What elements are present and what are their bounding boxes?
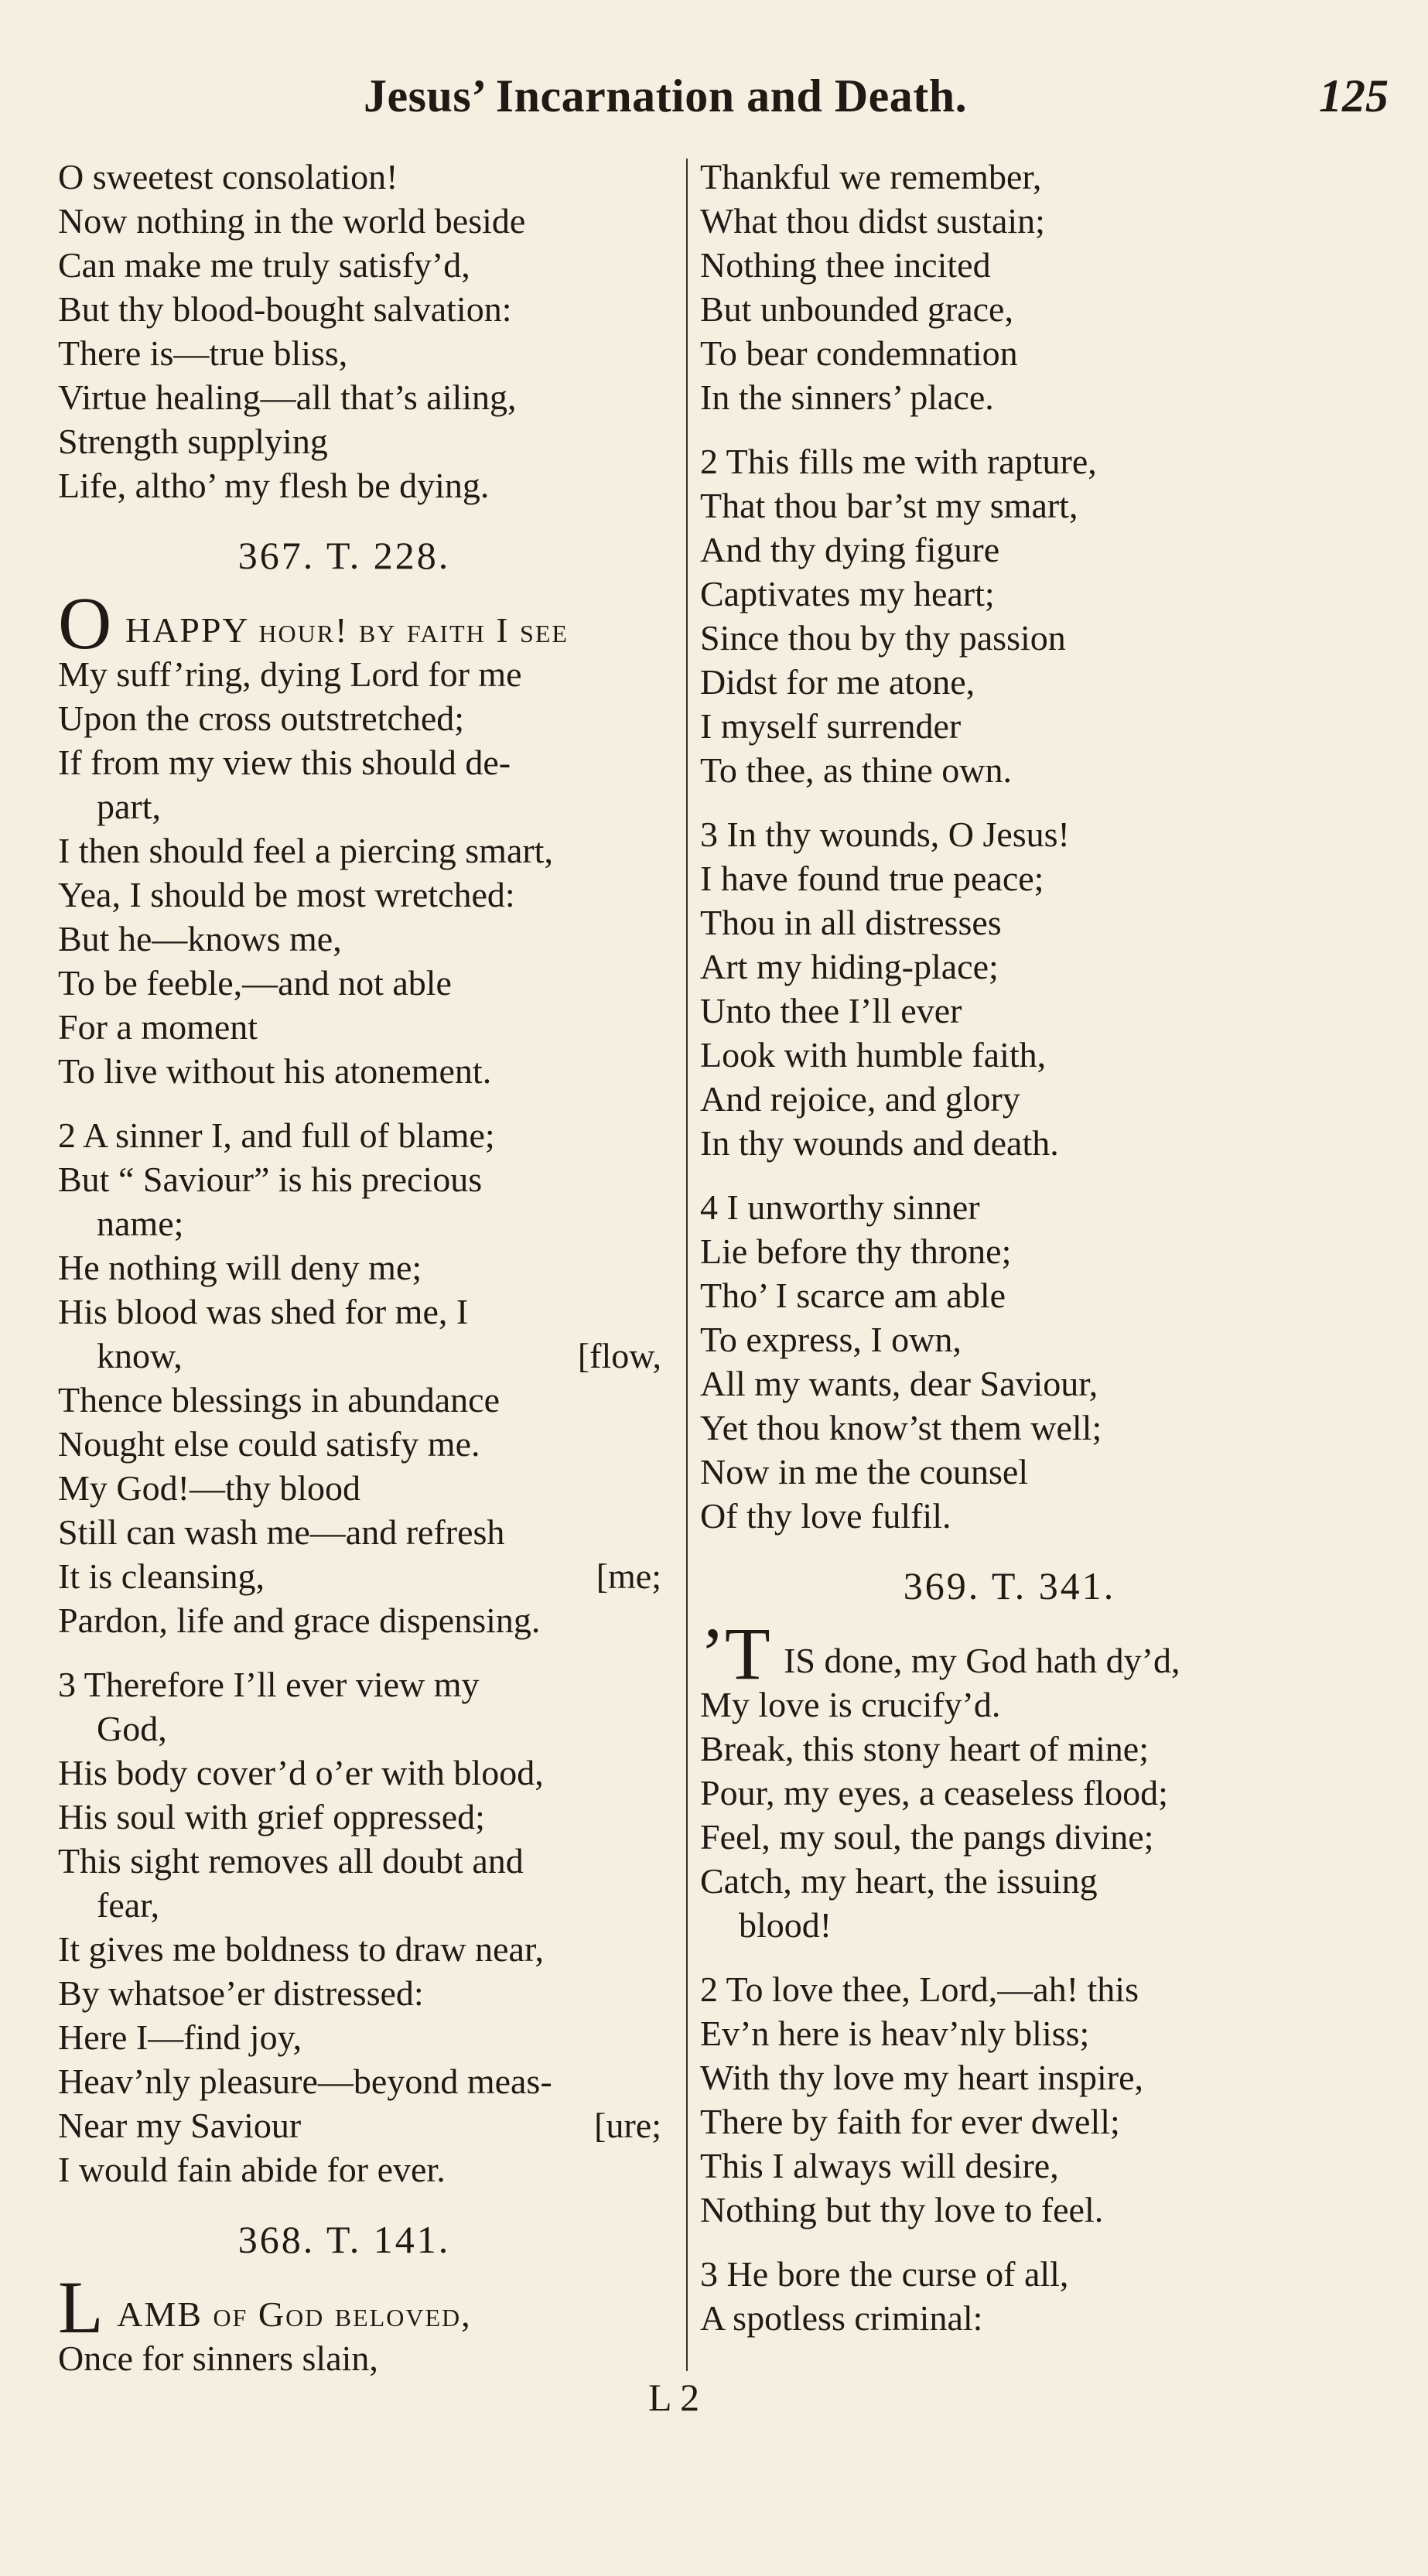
text-line: I have found true peace; (700, 859, 1044, 898)
text-line: Now nothing in the world beside (58, 201, 526, 241)
text-line: Still can wash me—and refresh (58, 1512, 505, 1552)
text-line: Nought else could satisfy me. (58, 1424, 480, 1464)
text-line: Of thy love fulfil. (700, 1496, 951, 1536)
text-line: That thou bar’st my smart, (700, 486, 1078, 525)
drop-cap: ’T (700, 1612, 770, 1695)
hymn-369-heading: 369. T. 341. (903, 1564, 1116, 1607)
hymn-368 (58, 2266, 677, 2380)
right-column (700, 155, 1365, 2340)
text-line: Virtue healing—all that’s ailing, (58, 378, 517, 417)
verse-3 (700, 812, 1365, 1165)
text-line: fear, (97, 1885, 160, 1925)
text-line: And rejoice, and glory (700, 1079, 1020, 1119)
verse-2 (700, 439, 1365, 792)
text-line: 2 To love thee, Lord,—ah! this (700, 1970, 1139, 2009)
text-line: Yet thou know’st them well; (700, 1408, 1102, 1447)
text-line: Look with humble faith, (700, 1035, 1047, 1074)
first-line-text: IS done, my God hath dy’d, (784, 1641, 1180, 1680)
split-line (58, 2103, 677, 2147)
text-line: All my wants, dear Saviour, (700, 1364, 1098, 1403)
split-line (58, 1554, 677, 1598)
turnover-fragment: [flow, (577, 1336, 661, 1375)
text-line: Thence blessings in abundance (58, 1380, 500, 1420)
text-line: If from my view this should de- (58, 743, 511, 782)
text-line: Break, this stony heart of mine; (700, 1729, 1149, 1768)
text-line: This I always will desire, (700, 2146, 1059, 2185)
turnover-fragment: [ure; (594, 2106, 661, 2145)
text-line: 4 I unworthy sinner (700, 1187, 980, 1227)
text-line: O sweetest consolation! (58, 157, 398, 196)
text-line: Now in me the counsel (700, 1452, 1029, 1491)
text-line: To live without his atonement. (58, 1051, 492, 1091)
text-line: I myself surrender (700, 706, 962, 746)
hymn-368-continuation (700, 155, 1365, 419)
text-line: His body cover’d o’er with blood, (58, 1753, 544, 1792)
text-line: Captivates my heart; (700, 574, 995, 613)
verse-2 (700, 1967, 1365, 2232)
text-line: 2 This fills me with rapture, (700, 442, 1097, 481)
hymn-369 (700, 1612, 1365, 2340)
text-line: I would fain abide for ever. (58, 2150, 446, 2189)
text-line: 3 He bore the curse of all, (700, 2254, 1069, 2294)
text-line: blood! (739, 1905, 832, 1945)
page-number: 125 (1319, 70, 1389, 121)
text-line: Strength supplying (58, 422, 328, 461)
verse-2 (58, 1113, 677, 1642)
text-line: Unto thee I’ll ever (700, 991, 962, 1030)
text-line: And thy dying figure (700, 530, 1000, 569)
text-fragment: Near my Saviour (58, 2106, 302, 2145)
signature-mark: L 2 (648, 2376, 700, 2419)
text-line: Art my hiding-place; (700, 947, 999, 986)
text-line: There by faith for ever dwell; (700, 2102, 1120, 2141)
text-line: To bear condemnation (700, 333, 1018, 373)
running-header (0, 70, 1428, 132)
verse-3 (58, 1662, 677, 2192)
text-line: A spotless criminal: (700, 2298, 983, 2338)
first-line (58, 582, 677, 664)
text-line: My suff’ring, dying Lord for me (58, 654, 522, 694)
text-line: His soul with grief oppressed; (58, 1797, 485, 1836)
text-line: Tho’ I scarce am able (700, 1276, 1006, 1315)
text-line: What thou didst sustain; (700, 201, 1045, 241)
hymn-367-heading: 367. T. 228. (237, 534, 451, 577)
page-title: Jesus’ Incarnation and Death. (364, 70, 968, 121)
text-line: But unbounded grace, (700, 289, 1013, 329)
text-line: For a moment (58, 1007, 258, 1047)
text-line: Yea, I should be most wretched: (58, 875, 515, 914)
text-line: part, (97, 787, 162, 826)
text-line: His blood was shed for me, I (58, 1292, 469, 1331)
text-line: By whatsoe’er distressed: (58, 1973, 424, 2013)
text-line: This sight removes all doubt and (58, 1841, 524, 1881)
first-line-text: HAPPY hour! by faith I see (125, 610, 569, 650)
text-line: 2 A sinner I, and full of blame; (58, 1115, 495, 1155)
text-line: In the sinners’ place. (700, 378, 994, 417)
text-line: Catch, my heart, the issuing (700, 1861, 1098, 1901)
text-line: Can make me truly satisfy’d, (58, 245, 470, 285)
text-line: To express, I own, (700, 1320, 962, 1359)
text-line: To be feeble,—and not able (58, 963, 452, 1003)
text-line: But thy blood-bought salvation: (58, 289, 512, 329)
text-line: God, (97, 1709, 167, 1748)
first-line-text: AMB of God beloved, (117, 2294, 472, 2334)
text-line: Ev’n here is heav’nly bliss; (700, 2014, 1090, 2053)
hymn-continuation (58, 155, 677, 507)
text-line: Thankful we remember, (700, 157, 1042, 196)
hymn-368-heading: 368. T. 141. (237, 2218, 451, 2261)
first-line (700, 1612, 1365, 1695)
text-line: Nothing but thy love to feel. (700, 2190, 1104, 2229)
text-fragment: know, (97, 1336, 183, 1375)
text-line: Nothing thee incited (700, 245, 991, 285)
text-line: Lie before thy throne; (700, 1232, 1012, 1271)
verse-4 (700, 1185, 1365, 1538)
text-line: 3 In thy wounds, O Jesus! (700, 815, 1070, 854)
text-line: In thy wounds and death. (700, 1123, 1059, 1163)
text-line: I then should feel a piercing smart, (58, 831, 553, 870)
text-line: My love is crucify’d. (700, 1685, 1001, 1724)
text-line: To thee, as thine own. (700, 750, 1013, 790)
text-line: Thou in all distresses (700, 903, 1002, 942)
text-line: With thy love my heart inspire, (700, 2058, 1144, 2097)
text-line: Since thou by thy passion (700, 618, 1066, 658)
left-column (58, 155, 677, 2380)
text-line: Heav’nly pleasure—beyond meas- (58, 2062, 552, 2101)
text-line: Feel, my soul, the pangs divine; (700, 1817, 1154, 1857)
text-line: Pardon, life and grace dispensing. (58, 1601, 541, 1640)
text-line: Here I—find joy, (58, 2017, 302, 2057)
column-divider (686, 159, 688, 2371)
text-line: Life, altho’ my flesh be dying. (58, 466, 490, 505)
text-line: My God!—thy blood (58, 1468, 360, 1508)
turnover-fragment: [me; (596, 1556, 661, 1596)
first-line (58, 2266, 677, 2349)
text-line: But “ Saviour” is his precious (58, 1160, 483, 1199)
split-line (58, 1334, 677, 1378)
text-line: Once for sinners slain, (58, 2339, 378, 2378)
drop-cap: L (58, 2266, 104, 2349)
text-line: Pour, my eyes, a ceaseless flood; (700, 1773, 1168, 1812)
text-fragment: It is cleansing, (58, 1556, 265, 1596)
text-line: There is—true bliss, (58, 333, 348, 373)
drop-cap: O (58, 582, 112, 664)
text-line: name; (97, 1204, 184, 1243)
text-line: 3 Therefore I’ll ever view my (58, 1665, 480, 1704)
text-line: But he—knows me, (58, 919, 342, 958)
verse-3 (700, 2252, 1365, 2340)
hymn-367 (58, 582, 677, 2192)
text-line: It gives me boldness to draw near, (58, 1929, 544, 1969)
text-line: Upon the cross outstretched; (58, 699, 465, 738)
text-line: He nothing will deny me; (58, 1248, 422, 1287)
text-line: Didst for me atone, (700, 662, 975, 702)
